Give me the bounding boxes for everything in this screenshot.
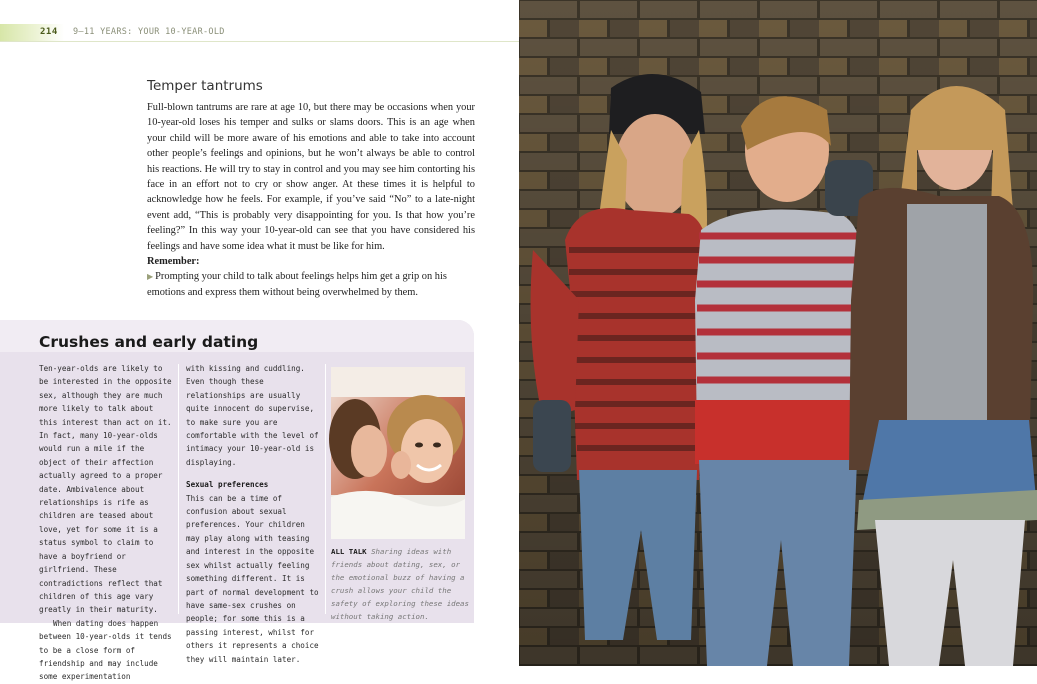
sexual-preferences-heading: Sexual preferences [186, 480, 269, 490]
temper-tantrums-heading: Temper tantrums [147, 78, 263, 94]
whispering-friends-photo [331, 367, 465, 539]
page-number: 214 [0, 24, 64, 41]
column-divider [325, 364, 326, 614]
crushes-paragraph-3: with kissing and cuddling. Even though these relationships are usually quite innocent do supervise, to make sure you are comfortable with the level of intimacy your 10-year-old is displaying. [186, 364, 319, 467]
crushes-paragraph-1: Ten-year-olds are likely to be interested in the opposite sex, although they are much more likely to talk about this interest than act on it. In fact, many 10-year-olds would run a mile if the object of their affection actually agreed to a proper date. Ambivalence about relationships is rife as children are teased about love, yet for some it is a status symbol to claim to have a boyfriend or girlfriend. These contradictions reflect that children of this age vary greatly in their maturity. [39, 364, 172, 615]
remember-tip [147, 269, 475, 300]
crushes-column-1 [39, 362, 174, 684]
temper-tantrums-section [147, 78, 475, 300]
crushes-paragraph-2: When dating does happen between 10-year-olds it tends to be a close form of friendship and may include some experimentation [39, 618, 172, 682]
remember-tip-text: Prompting your child to talk about feelings helps him get a grip on his emotions and express them without being overwhelmed by them. [147, 271, 447, 298]
crushes-panel [0, 320, 474, 682]
running-head: 9–11 YEARS: YOUR 10-YEAR-OLD [73, 27, 225, 37]
three-children-photo [519, 0, 1037, 666]
temper-tantrums-body: Full-blown tantrums are rare at age 10, but there may be occasions when your 10-year-old loses his temper and sulks or slams doors. This is an age when your child will be more aware of his emotions and able to take into account other people’s feelings and opinions, but he won’t always be able to control his reactions. He will try to stay in control and you may see him contorting his face in an effort not to cry or show anger. At these times it is helpful to acknowledge how he feels. For example, if you’ve said “No” to a late-night event add, “This is probably very disappointing for you. Is that how you’re feeling?” In this way your 10-year-old can see that you have considered his feelings and have some idea what it must be like for him. [147, 102, 475, 252]
left-page [0, 0, 519, 682]
crushes-heading: Crushes and early dating [39, 333, 259, 351]
caption-label: ALL TALK [331, 547, 367, 556]
photo-caption [331, 545, 471, 623]
sexual-preferences-body: This can be a time of confusion about sexual preferences. Your children may play along with teasing and interest in the opposite sex whilst actually feeling something different. It is part of normal development to have same-sex crushes on people; for some this is a passing interest, whilst for others it represents a choice they will maintain later. [186, 493, 319, 664]
triangle-right-icon: ▶ [147, 272, 154, 282]
caption-text: Sharing ideas with friends about dating, sex, or the emotional buzz of having a crush allows your child the safety of exploring these ideas without taking action. [331, 547, 469, 621]
column-divider [178, 364, 179, 614]
page-header [0, 24, 519, 42]
remember-label: Remember: [147, 256, 200, 268]
crushes-column-2 [186, 362, 321, 666]
